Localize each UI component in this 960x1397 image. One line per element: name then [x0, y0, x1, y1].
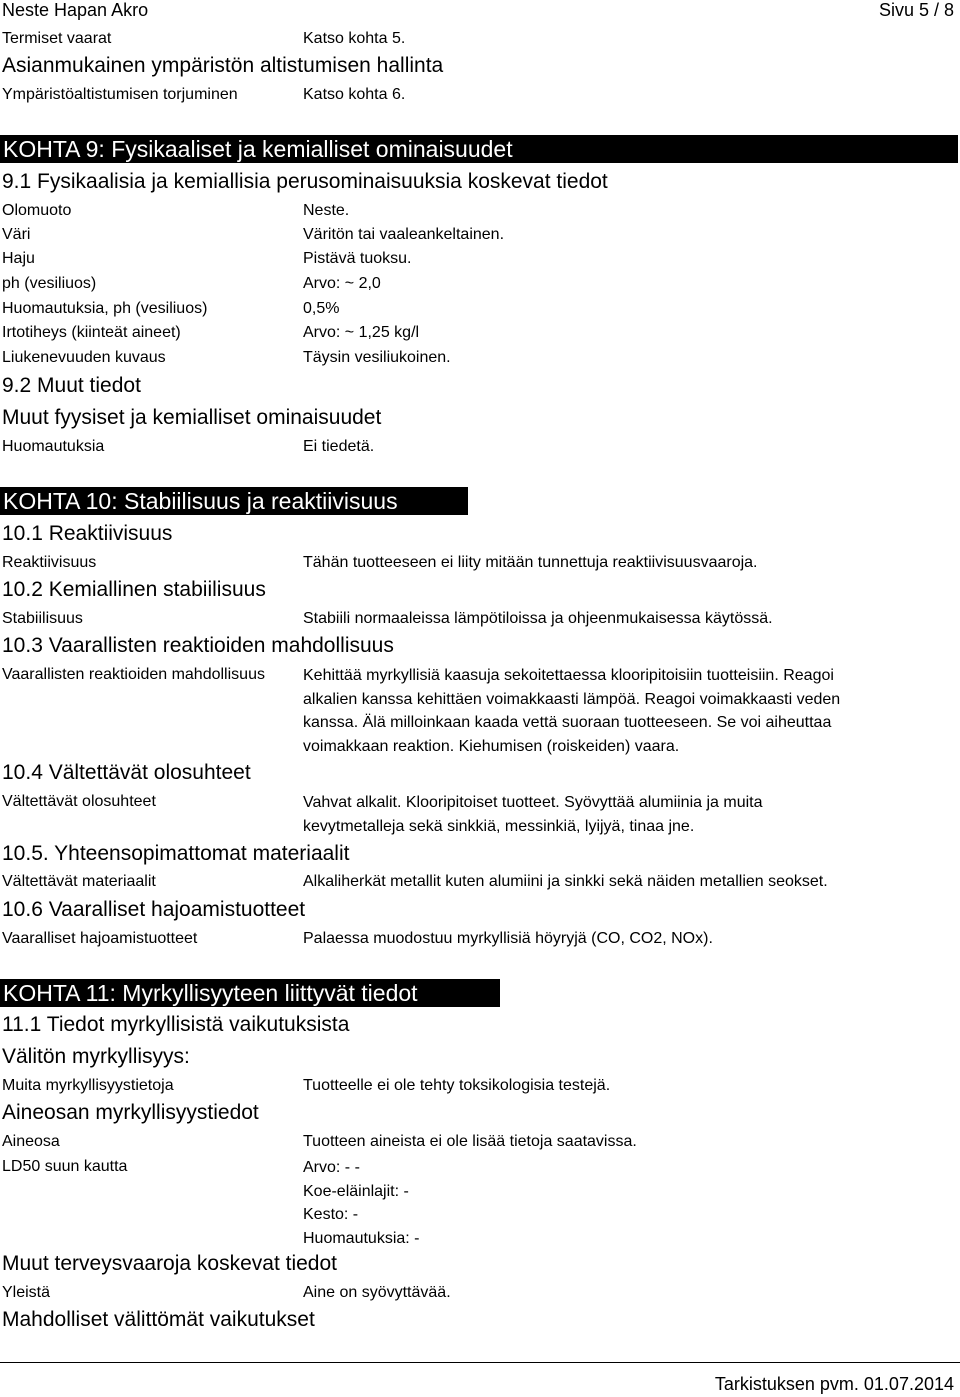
section-10-2-heading: 10.2 Kemiallinen stabiilisuus — [2, 578, 266, 601]
value-line: kanssa. Älä milloinkaan kaada vettä suoraan tuotteeseen. Se voi aiheuttaa — [303, 714, 832, 731]
section-9-title: KOHTA 9: Fysikaaliset ja kemialliset ominaisuudet — [0, 135, 958, 163]
immediate-effects-heading: Mahdolliset välittömät vaikutukset — [2, 1308, 315, 1331]
row-value: Väritön tai vaaleankeltainen. — [303, 226, 505, 243]
row-label: Stabiilisuus — [2, 610, 83, 627]
row-label: Liukenevuuden kuvaus — [2, 349, 166, 366]
row-label: Reaktiivisuus — [2, 554, 97, 571]
row-label: Huomautuksia, ph (vesiliuos) — [2, 300, 208, 317]
section-11-1-heading: 11.1 Tiedot myrkyllisistä vaikutuksista — [2, 1013, 350, 1036]
section-10-title: KOHTA 10: Stabiilisuus ja reaktiivisuus — [0, 487, 468, 515]
row-value: 0,5% — [303, 300, 340, 317]
row-label: Väri — [2, 226, 31, 243]
row-value: Tuotteelle ei ole tehty toksikologisia testejä. — [303, 1077, 611, 1094]
row-value: Ei tiedetä. — [303, 438, 375, 455]
row-value: Katso kohta 5. — [303, 30, 406, 47]
section-10-5-heading: 10.5. Yhteensopimattomat materiaalit — [2, 842, 350, 865]
value-line: Arvo: - - — [303, 1159, 360, 1176]
row-label: Vaaralliset hajoamistuotteet — [2, 930, 198, 947]
row-value: Neste. — [303, 202, 350, 219]
section-11-title: KOHTA 11: Myrkyllisyyteen liittyvät tiedot — [0, 979, 500, 1007]
company-name: Neste Hapan Akro — [2, 0, 149, 20]
row-value: Alkaliherkät metallit kuten alumiini ja sinkki sekä näiden metallien seokset. — [303, 873, 828, 890]
row-label: LD50 suun kautta — [2, 1158, 128, 1175]
page-number: Sivu 5 / 8 — [878, 0, 954, 20]
section-10-6-heading: 10.6 Vaaralliset hajoamistuotteet — [2, 898, 306, 921]
section-10-1-heading: 10.1 Reaktiivisuus — [2, 522, 173, 545]
other-health-heading: Muut terveysvaaroja koskevat tiedot — [2, 1252, 337, 1275]
value-line: Huomautuksia: - — [303, 1229, 420, 1247]
env-heading: Asianmukainen ympäristön altistumisen hallinta — [2, 54, 444, 77]
value-line: Kehittää myrkyllisiä kaasuja sekoitettaessa klooripitoisiin tuotteisiin. Reagoi — [303, 667, 834, 684]
section-9-1-heading: 9.1 Fysikaalisia ja kemiallisia perusominaisuuksia koskevat tiedot — [2, 170, 608, 193]
row-value: Palaessa muodostuu myrkyllisiä höyryjä (CO, CO2, NOx). — [303, 930, 713, 947]
row-value: Stabiili normaaleissa lämpötiloissa ja ohjeenmukaisessa käytössä. — [303, 610, 773, 627]
revision-date: Tarkistuksen pvm. 01.07.2014 — [714, 1374, 954, 1394]
row-label: Vaarallisten reaktioiden mahdollisuus — [2, 666, 265, 683]
row-label: ph (vesiliuos) — [2, 275, 97, 292]
value-line: kevytmetalleja sekä sinkkiä, messinkiä, lyijyä, tinaa jne. — [303, 817, 695, 835]
section-10-3-heading: 10.3 Vaarallisten reaktioiden mahdollisuus — [2, 634, 394, 657]
value-line: Vahvat alkalit. Klooripitoiset tuotteet. Syövyttää alumiinia ja muita — [303, 794, 763, 811]
row-value: Aine on syövyttävää. — [303, 1284, 451, 1301]
section-9-2-heading: 9.2 Muut tiedot — [2, 374, 141, 397]
row-label: Yleistä — [2, 1284, 51, 1301]
row-value-multiline — [303, 664, 840, 758]
row-label: Muita myrkyllisyystietoja — [2, 1077, 174, 1094]
row-value: Katso kohta 6. — [303, 86, 406, 103]
ingredient-toxicity-heading: Aineosan myrkyllisyystiedot — [2, 1101, 259, 1124]
row-label: Haju — [2, 250, 35, 267]
section-9-2-subheading: Muut fyysiset ja kemialliset ominaisuudet — [2, 406, 382, 429]
row-value: Tähän tuotteeseen ei liity mitään tunnettuja reaktiivisuusvaaroja. — [303, 554, 758, 571]
value-line: Kesto: - — [303, 1206, 359, 1223]
value-line: alkalien kanssa kehittäen voimakkaasti lämpöä. Reagoi voimakkaasti veden — [303, 690, 841, 708]
row-label: Irtotiheys (kiinteät aineet) — [2, 324, 181, 341]
value-line: Koe-eläinlajit: - — [303, 1182, 409, 1200]
row-value: Arvo: ~ 2,0 — [303, 275, 381, 292]
value-line: voimakkaan reaktion. Kiehumisen (roiskeiden) vaara. — [303, 737, 680, 755]
acute-toxicity-heading: Välitön myrkyllisyys: — [2, 1045, 190, 1068]
row-value-multiline — [303, 1156, 420, 1250]
row-label: Aineosa — [2, 1133, 60, 1150]
row-value: Arvo: ~ 1,25 kg/l — [303, 324, 420, 341]
row-value-multiline — [303, 791, 763, 838]
row-value: Täysin vesiliukoinen. — [303, 349, 451, 366]
row-value: Pistävä tuoksu. — [303, 250, 412, 267]
row-label: Vältettävät olosuhteet — [2, 793, 156, 810]
row-value: Tuotteen aineista ei ole lisää tietoja saatavissa. — [303, 1133, 637, 1150]
row-label: Olomuoto — [2, 202, 72, 219]
footer-divider — [0, 1362, 960, 1363]
row-label: Termiset vaarat — [2, 30, 112, 47]
row-label: Huomautuksia — [2, 438, 105, 455]
row-label: Ympäristöaltistumisen torjuminen — [2, 86, 238, 103]
section-10-4-heading: 10.4 Vältettävät olosuhteet — [2, 761, 251, 784]
row-label: Vältettävät materiaalit — [2, 873, 156, 890]
